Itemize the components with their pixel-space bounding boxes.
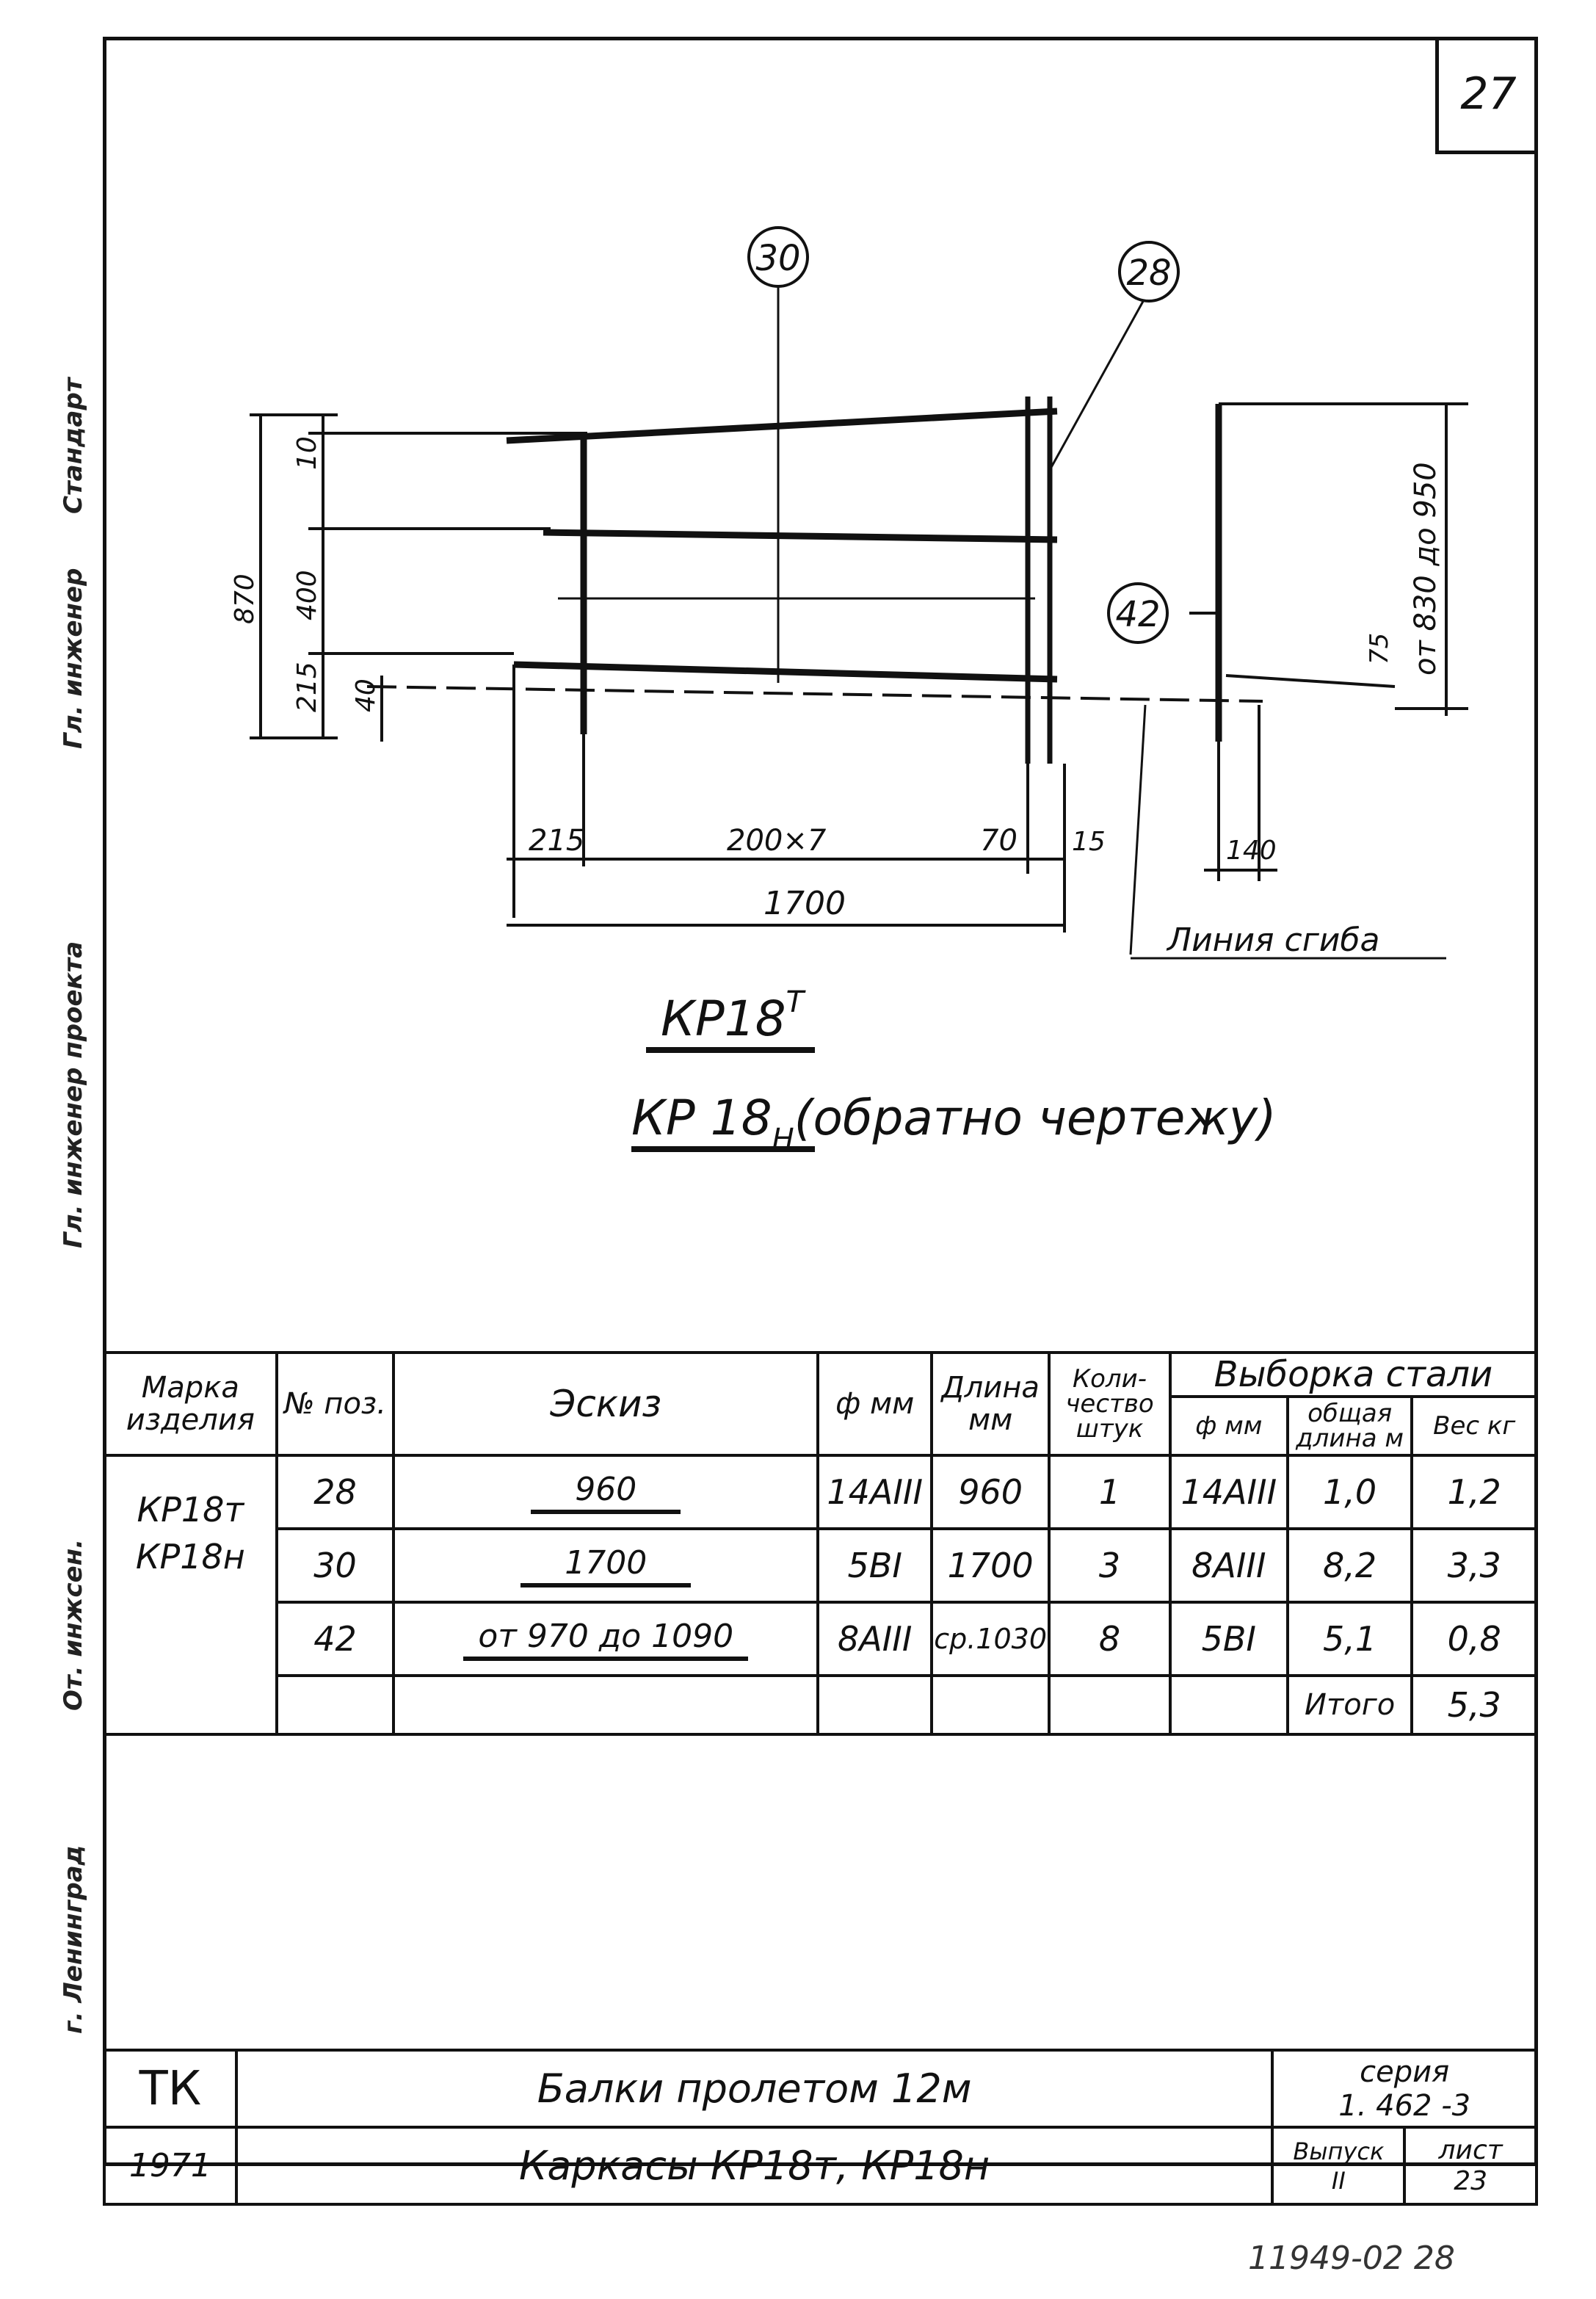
drawing-title-main: $КР18^Т$	[661, 985, 805, 1047]
series-cell	[1272, 2050, 1537, 2127]
year: 1971	[104, 2127, 236, 2204]
row-30-sdia: 8АIII	[1170, 1529, 1288, 1602]
dim-830-950: от 830 до 950	[1409, 462, 1443, 676]
dim-215: 215	[292, 662, 322, 712]
hdr-mark: Марка изделия	[104, 1353, 277, 1455]
hdr-steel: Выборка стали	[1170, 1353, 1537, 1397]
margin-stamp-project: Гл. инженер проекта	[59, 941, 88, 1248]
dim-h-70: 70	[980, 824, 1018, 858]
margin-stamp-chief: Гл. инженер	[59, 568, 88, 749]
margin-stamp-engineer: От. инжсен.	[59, 1538, 88, 1711]
mark-kr18n: КР18н	[135, 1537, 245, 1576]
sheet-cell	[1404, 2127, 1537, 2204]
hdr-sketch: Эскиз	[393, 1353, 818, 1455]
row-42-slen: 5,1	[1288, 1602, 1412, 1676]
row-30-sketch: 1700	[393, 1529, 818, 1602]
row-empty-sketch	[393, 1676, 818, 1734]
row-42-length: ср.1030	[932, 1602, 1049, 1676]
row-empty-sdia	[1170, 1676, 1288, 1734]
row-42-pos: 42	[277, 1602, 394, 1676]
hdr-dia: ф мм	[818, 1353, 932, 1455]
dim-400: 400	[292, 570, 322, 620]
issue-value: II	[1331, 2166, 1346, 2195]
row-28-dia: 14АIII	[818, 1455, 932, 1529]
row-30-sw: 3,3	[1412, 1529, 1537, 1602]
row-30-slen: 8,2	[1288, 1529, 1412, 1602]
sheet-number: 27	[1460, 68, 1517, 120]
total-value: 5,3	[1412, 1676, 1537, 1734]
row-42-sdia: 5ВI	[1170, 1602, 1288, 1676]
margin-stamp-city: г. Ленинград	[59, 1844, 88, 2034]
dim-h-140: 140	[1226, 836, 1277, 866]
hdr-steel-len: общая длина м	[1288, 1397, 1412, 1455]
dim-h-215: 215	[529, 824, 585, 858]
title-block	[103, 2049, 1538, 2206]
mark-cell	[104, 1455, 277, 1734]
row-28-qty: 1	[1049, 1455, 1170, 1529]
footer-code: 11949-02 28	[1248, 2240, 1455, 2277]
callout-42: 42	[1115, 594, 1161, 635]
hdr-pos: № поз.	[277, 1353, 394, 1455]
dim-870: 870	[230, 573, 260, 624]
row-30-pos: 30	[277, 1529, 394, 1602]
dim-h-15: 15	[1072, 827, 1106, 857]
dim-10: 10	[292, 436, 322, 470]
row-30-length: 1700	[932, 1529, 1049, 1602]
row-empty-pos	[277, 1676, 394, 1734]
dim-40: 40	[351, 678, 381, 712]
dim-h-200x7: 200×7	[727, 824, 827, 858]
dim-h-1700: 1700	[763, 885, 846, 922]
issue-label: Выпуск	[1293, 2137, 1385, 2165]
row-empty-length	[932, 1676, 1049, 1734]
margin-stamp-standard: Стандарт	[59, 377, 88, 514]
row-empty-qty	[1049, 1676, 1170, 1734]
row-28-sw: 1,2	[1412, 1455, 1537, 1529]
hdr-steel-dia: ф мм	[1170, 1397, 1288, 1455]
row-28-sdia: 14АIII	[1170, 1455, 1288, 1529]
dim-75: 75	[1365, 632, 1394, 665]
spec-table	[103, 1351, 1538, 1736]
row-empty-dia	[818, 1676, 932, 1734]
drawing-title-sub: КР $18_Н(обратно$ чертежу)	[631, 1090, 1277, 1156]
row-28-length: 960	[932, 1455, 1049, 1529]
total-label: Итого	[1288, 1676, 1412, 1734]
row-28-pos: 28	[277, 1455, 394, 1529]
row-28-slen: 1,0	[1288, 1455, 1412, 1529]
mark-kr18t: КР18т	[137, 1490, 244, 1529]
hdr-length: Длина мм	[932, 1353, 1049, 1455]
row-30-qty: 3	[1049, 1529, 1170, 1602]
row-42-sketch: от 970 до 1090	[393, 1602, 818, 1676]
row-28-sketch: 960	[393, 1455, 818, 1529]
callout-30: 30	[755, 238, 801, 279]
title-line-2: Каркасы КР18т, КР18н	[236, 2127, 1273, 2204]
series-value: 1. 462 -3	[1338, 2088, 1471, 2123]
title-line-1: Балки пролетом 12м	[236, 2050, 1273, 2127]
row-42-sw: 0,8	[1412, 1602, 1537, 1676]
issue-cell	[1272, 2127, 1404, 2204]
row-42-qty: 8	[1049, 1602, 1170, 1676]
sheet-label: лист	[1438, 2135, 1503, 2165]
row-30-dia: 5ВI	[818, 1529, 932, 1602]
callout-28: 28	[1126, 253, 1172, 294]
sheet-value: 23	[1454, 2165, 1488, 2196]
hdr-steel-weight: Вес кг	[1412, 1397, 1537, 1455]
hdr-qty: Коли- чество штук	[1049, 1353, 1170, 1455]
row-42-dia: 8АIII	[818, 1602, 932, 1676]
series-label: серия	[1360, 2054, 1450, 2089]
bend-line-label: Линия сгиба	[1167, 922, 1380, 959]
org-code: ТК	[104, 2050, 236, 2127]
